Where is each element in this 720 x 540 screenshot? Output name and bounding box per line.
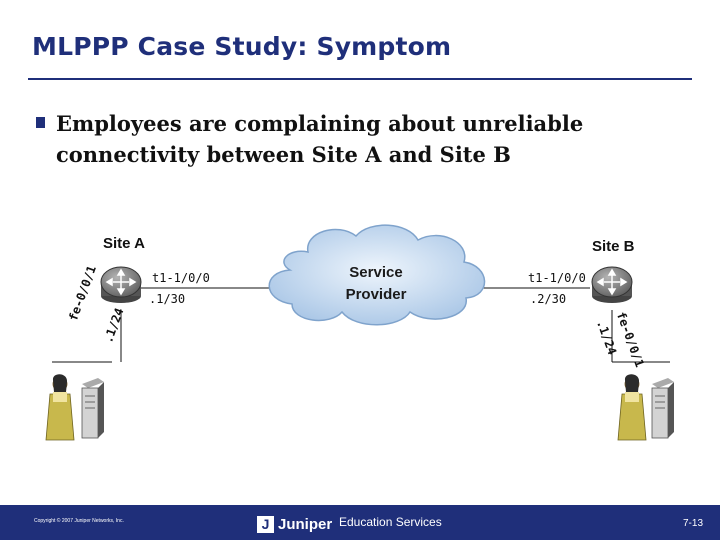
site-b-serial-interface: t1-1/0/0 xyxy=(528,271,586,285)
education-services-text: Education Services xyxy=(339,515,442,529)
juniper-brand-text: Juniper xyxy=(278,515,333,533)
site-b-lan-address: .1/24 xyxy=(593,318,620,357)
cloud-line-1: Service xyxy=(349,264,403,281)
server-site-b-icon xyxy=(652,378,674,438)
site-a-serial-address: .1/30 xyxy=(149,292,186,306)
site-b-label: Site B xyxy=(592,238,635,255)
site-b-lan-interface: fe-0/0/1 xyxy=(613,310,647,370)
slide-title: MLPPP Case Study: Symptom xyxy=(32,32,452,61)
site-a-lan-address: .1/24 xyxy=(101,306,127,345)
site-a-lan-interface: fe-0/0/1 xyxy=(66,263,99,323)
site-a-label: Site A xyxy=(103,235,145,252)
juniper-logo-icon: J xyxy=(257,516,274,533)
copyright-text: Copyright © 2007 Juniper Networks, Inc. xyxy=(34,518,124,524)
user-site-b-icon xyxy=(618,374,646,440)
site-a-serial-interface: t1-1/0/0 xyxy=(152,271,210,285)
juniper-logo xyxy=(257,514,332,534)
site-b-serial-address: .2/30 xyxy=(530,292,567,306)
router-site-a-icon xyxy=(101,267,141,303)
user-site-a-icon xyxy=(46,374,74,440)
server-site-a-icon xyxy=(82,378,104,438)
router-site-b-icon xyxy=(592,267,632,303)
cloud-line-2: Provider xyxy=(345,286,407,303)
service-provider-label xyxy=(328,262,424,306)
page-number: 7-13 xyxy=(683,518,704,529)
bullet-text: Employees are complaining about unreliable connectivity between Site A and Site B xyxy=(56,111,584,167)
